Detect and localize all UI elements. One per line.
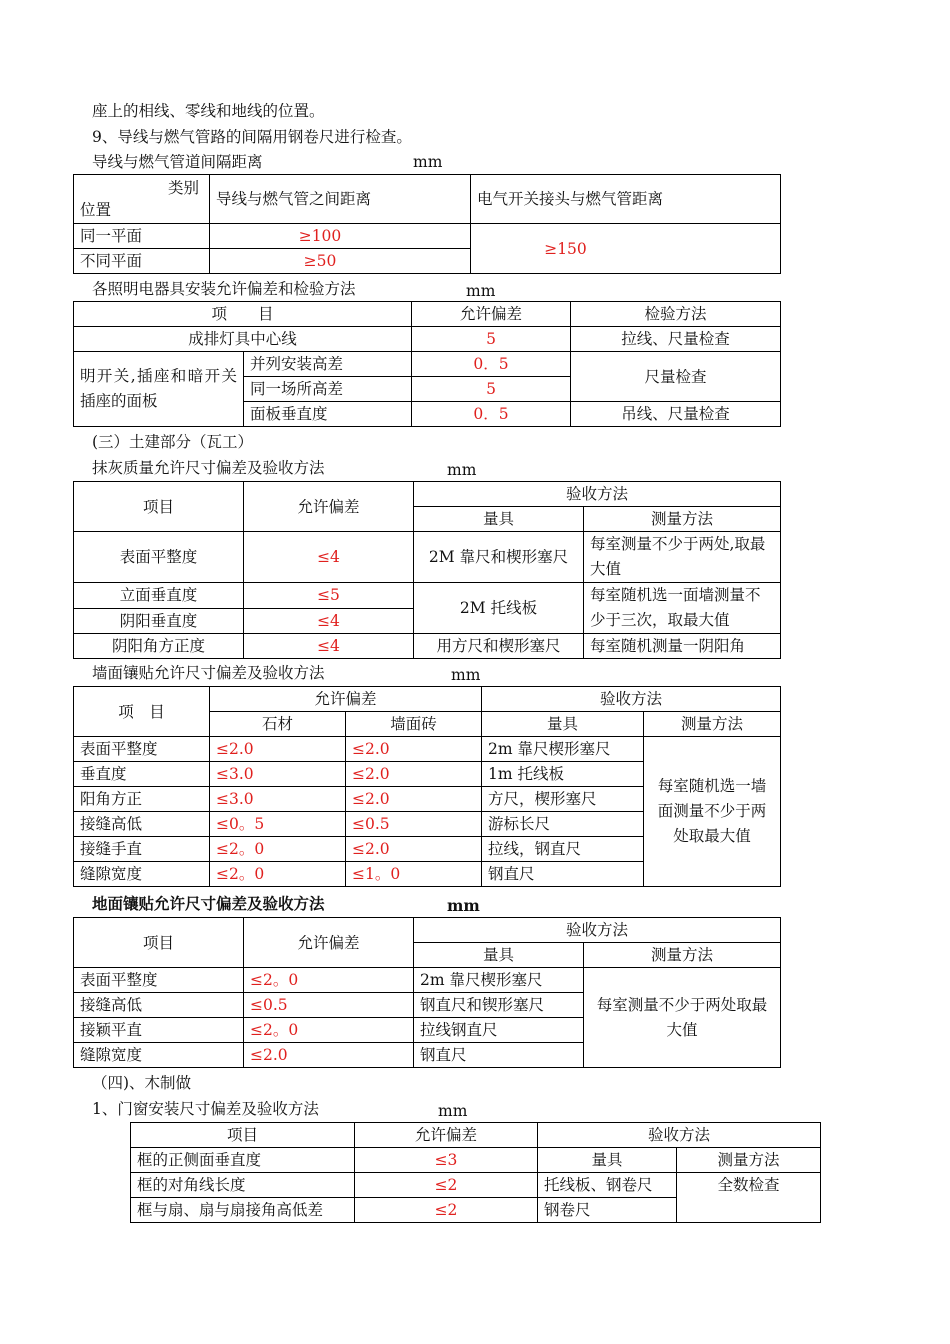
tool-cell: 钢直尺和锲形塞尺	[414, 993, 584, 1018]
value-cell: ≤2	[355, 1173, 538, 1198]
row-label: 接缝手直	[74, 837, 210, 862]
method-cell: 吊线、尺量检查	[571, 402, 781, 427]
value-cell: ≤0.5	[244, 993, 414, 1018]
row-label: 成排灯具中心线	[74, 327, 412, 352]
tool-cell: 1m 托线板	[482, 762, 644, 787]
value-cell: ≤3	[355, 1148, 538, 1173]
measure-cell: 每室测量不少于两处取最大值	[584, 968, 781, 1068]
table-row	[74, 175, 781, 224]
value-cell: ≤0。5	[210, 812, 346, 837]
table-row	[74, 918, 781, 943]
row-label: 并列安装高差	[244, 352, 412, 377]
table4-title: 墙面镶贴允许尺寸偏差及验收方法	[92, 664, 325, 682]
value-cell: ≤2.0	[346, 762, 482, 787]
value-cell: ≤4	[244, 634, 414, 659]
header-measure: 测量方法	[584, 943, 781, 968]
value-cell: ≤2.0	[346, 737, 482, 762]
value-cell: ≤4	[244, 608, 414, 634]
row-label: 框与扇、扇与扇接角高低差	[131, 1198, 355, 1223]
row-label: 接缝高低	[74, 993, 244, 1018]
section3-heading: (三）土建部分（瓦工）	[92, 433, 254, 451]
value-cell: ≤2	[355, 1198, 538, 1223]
header-deviation: 允许偏差	[210, 687, 482, 712]
row-label: 阴阳垂直度	[74, 608, 244, 634]
table-row	[74, 352, 781, 377]
table5-title: 地面镶贴允许尺寸偏差及验收方法	[92, 894, 325, 913]
table-row	[74, 302, 781, 327]
method-cell: 尺量检查	[571, 352, 781, 402]
table-row	[74, 583, 781, 609]
header-item: 项 目	[74, 687, 210, 737]
table-row	[74, 687, 781, 712]
table-row	[74, 224, 781, 249]
measure-cell: 全数检查	[677, 1173, 821, 1223]
value-cell: ≤5	[244, 583, 414, 609]
header-tool: 量具	[414, 943, 584, 968]
value-cell: ≤2。0	[210, 862, 346, 887]
table6-unit: mm	[438, 1102, 468, 1120]
table-row	[74, 482, 781, 507]
value-cell: ≥50	[210, 249, 471, 274]
table1-title: 导线与燃气管道间隔距离	[92, 153, 263, 171]
header-method: 检验方法	[571, 302, 781, 327]
table4	[73, 686, 781, 887]
table3	[73, 481, 781, 659]
value-cell: ≤4	[244, 532, 414, 583]
header-measure: 测量方法	[644, 712, 781, 737]
value-cell: ≤2.0	[244, 1043, 414, 1068]
value-cell: ≤2。0	[244, 968, 414, 993]
table6	[130, 1122, 821, 1223]
row-label: 面板垂直度	[244, 402, 412, 427]
header-deviation: 允许偏差	[355, 1123, 538, 1148]
table3-title: 抹灰质量允许尺寸偏差及验收方法	[92, 459, 325, 477]
table2-unit: mm	[466, 282, 496, 300]
header-measure: 测量方法	[677, 1148, 821, 1173]
row-label: 缝隙宽度	[74, 1043, 244, 1068]
table3-unit: mm	[447, 461, 477, 479]
row-label: 表面平整度	[74, 737, 210, 762]
value-cell: 5	[412, 327, 571, 352]
table-row	[74, 968, 781, 993]
row-label: 表面平整度	[74, 968, 244, 993]
tool-cell: 用方尺和楔形塞尺	[414, 634, 584, 659]
row-label: 不同平面	[74, 249, 210, 274]
table-row	[131, 1123, 821, 1148]
table1	[73, 174, 781, 274]
table-row	[74, 327, 781, 352]
header-switch-distance: 电气开关接头与燃气管距离	[471, 175, 781, 224]
header-deviation: 允许偏差	[244, 482, 414, 532]
section4-heading: （四)、木制做	[92, 1074, 192, 1092]
row-label: 同一场所高差	[244, 377, 412, 402]
intro-line-2: 9、导线与燃气管路的间隔用钢卷尺进行检查。	[92, 128, 412, 146]
corner-bottom-label: 位置	[80, 201, 112, 219]
value-cell: ≤2。0	[244, 1018, 414, 1043]
tool-cell: 钢直尺	[482, 862, 644, 887]
table2-title: 各照明电器具安装允许偏差和检验方法	[92, 280, 356, 298]
tool-cell: 方尺，楔形塞尺	[482, 787, 644, 812]
tool-cell: 拉线，钢直尺	[482, 837, 644, 862]
header-item: 项目	[131, 1123, 355, 1148]
row-label: 接颖平直	[74, 1018, 244, 1043]
row-label: 同一平面	[74, 224, 210, 249]
value-cell: ≤2。0	[210, 837, 346, 862]
header-tile: 墙面砖	[346, 712, 482, 737]
header-item: 项 目	[74, 302, 412, 327]
header-item: 项目	[74, 918, 244, 968]
header-acceptance: 验收方法	[482, 687, 781, 712]
table6-title: 1、门窗安装尺寸偏差及验收方法	[92, 1100, 319, 1118]
table-row	[131, 1148, 821, 1173]
value-cell: 5	[412, 377, 571, 402]
table1-unit: mm	[413, 153, 443, 171]
header-tool: 量具	[414, 507, 584, 532]
header-stone: 石材	[210, 712, 346, 737]
header-deviation: 允许偏差	[244, 918, 414, 968]
measure-cell: 每室随机选一面墙测量不少于三次，取最大值	[584, 583, 781, 634]
header-wire-distance: 导线与燃气管之间距离	[210, 175, 471, 224]
row-label: 阴阳角方正度	[74, 634, 244, 659]
row-label: 缝隙宽度	[74, 862, 210, 887]
value-cell: ≤3.0	[210, 762, 346, 787]
table5	[73, 917, 781, 1068]
group-label: 明开关,插座和暗开关插座的面板	[74, 352, 244, 427]
measure-cell: 每室随机选一墙面测量不少于两处取最大值	[644, 737, 781, 887]
header-deviation: 允许偏差	[412, 302, 571, 327]
table-row	[131, 1173, 821, 1198]
intro-line-1: 座上的相线、零线和地线的位置。	[92, 102, 325, 120]
tool-cell: 钢直尺	[414, 1043, 584, 1068]
tool-cell: 拉线钢直尺	[414, 1018, 584, 1043]
value-cell: ≤2.0	[346, 787, 482, 812]
table-row	[74, 737, 781, 762]
table5-unit: mm	[447, 896, 480, 915]
row-label: 框的对角线长度	[131, 1173, 355, 1198]
row-label: 垂直度	[74, 762, 210, 787]
value-cell: ≥150	[471, 224, 781, 274]
header-measure: 测量方法	[584, 507, 781, 532]
header-tool: 量具	[538, 1148, 677, 1173]
header-item: 项目	[74, 482, 244, 532]
row-label: 立面垂直度	[74, 583, 244, 609]
header-acceptance: 验收方法	[414, 482, 781, 507]
value-cell: ≤1。0	[346, 862, 482, 887]
table-row	[74, 634, 781, 659]
tool-cell: 2m 靠尺楔形塞尺	[482, 737, 644, 762]
tool-cell: 托线板、钢卷尺	[538, 1173, 677, 1198]
value-cell: ≤0.5	[346, 812, 482, 837]
method-cell: 拉线、尺量检查	[571, 327, 781, 352]
row-label: 表面平整度	[74, 532, 244, 583]
measure-cell: 每室随机测量一阴阳角	[584, 634, 781, 659]
corner-header	[74, 175, 210, 224]
row-label: 接缝高低	[74, 812, 210, 837]
tool-cell: 2M 托线板	[414, 583, 584, 634]
corner-top-label: 类别	[167, 179, 199, 197]
table4-unit: mm	[451, 666, 481, 684]
header-acceptance: 验收方法	[538, 1123, 821, 1148]
tool-cell: 游标长尺	[482, 812, 644, 837]
table2	[73, 301, 781, 427]
value-cell: ≤2.0	[210, 737, 346, 762]
row-label: 阳角方正	[74, 787, 210, 812]
table-row	[74, 532, 781, 583]
row-label: 框的正侧面垂直度	[131, 1148, 355, 1173]
value-cell: ≤3.0	[210, 787, 346, 812]
value-cell: ≤2.0	[346, 837, 482, 862]
value-cell: 0．5	[412, 352, 571, 377]
measure-cell: 每室测量不少于两处,取最大值	[584, 532, 781, 583]
tool-cell: 2M 靠尺和楔形塞尺	[414, 532, 584, 583]
tool-cell: 钢卷尺	[538, 1198, 677, 1223]
value-cell: 0．5	[412, 402, 571, 427]
value-cell: ≥100	[210, 224, 471, 249]
header-tool: 量具	[482, 712, 644, 737]
header-acceptance: 验收方法	[414, 918, 781, 943]
tool-cell: 2m 靠尺楔形塞尺	[414, 968, 584, 993]
